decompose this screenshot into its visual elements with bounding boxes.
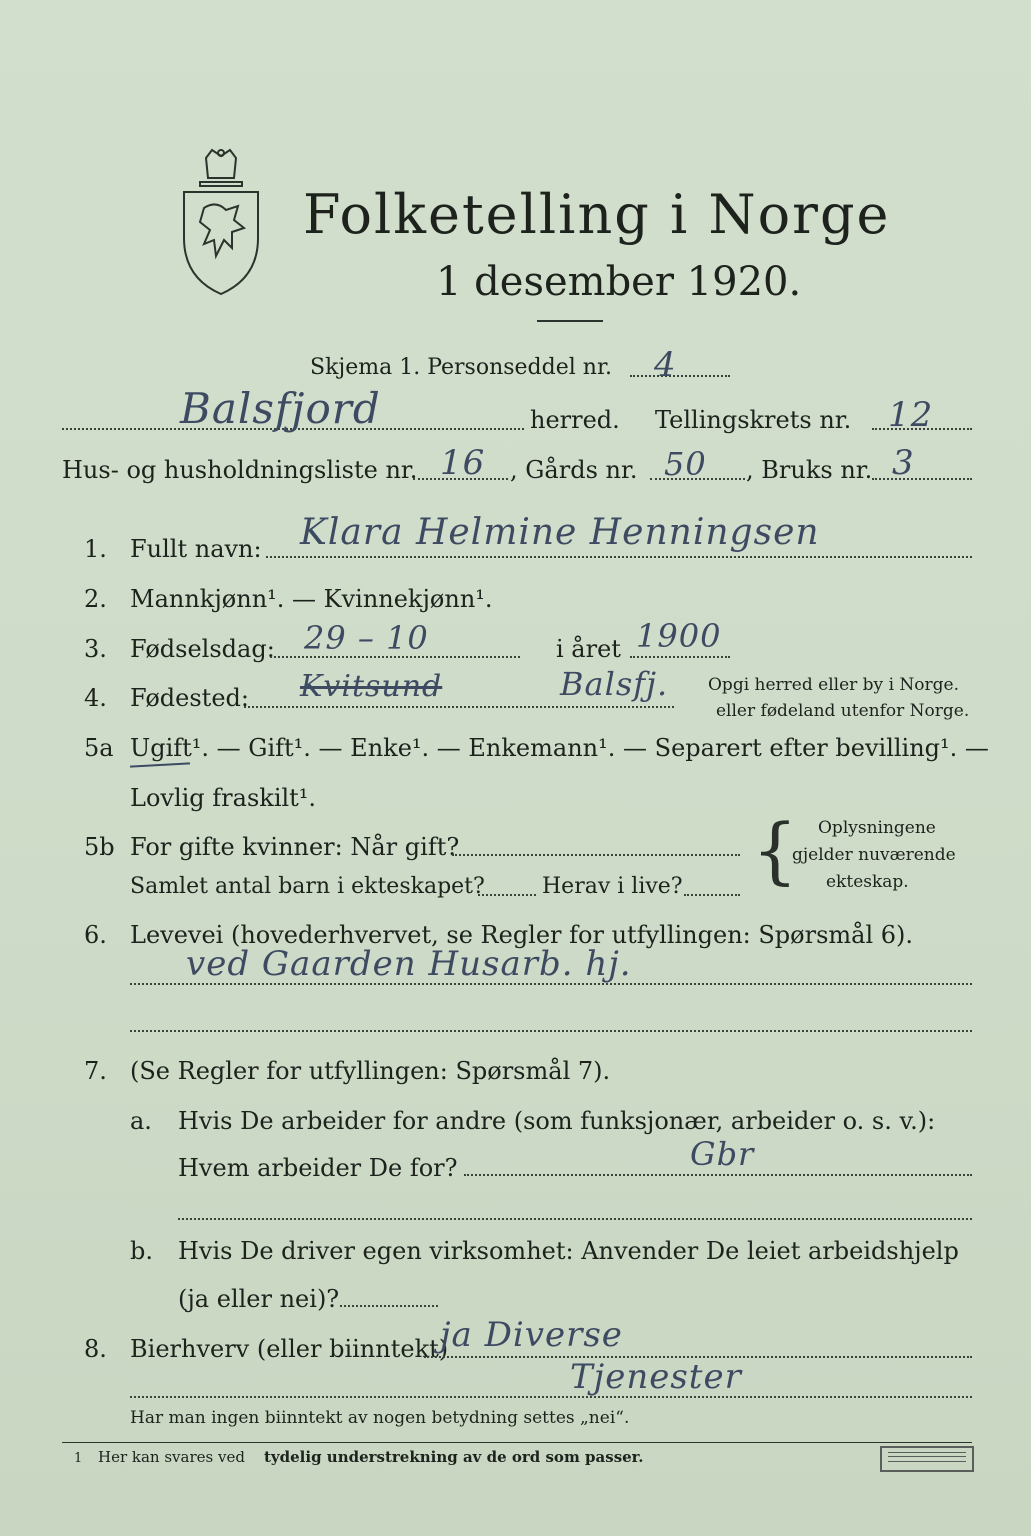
skjema-value: 4 [654, 345, 677, 385]
footnote-text-b: tydelig understrekning av de ord som passer. [264, 1448, 644, 1466]
q7-label: (Se Regler for utfyllingen: Spørsmål 7). [130, 1057, 611, 1085]
q5a-underline [130, 762, 190, 767]
q4-line [244, 706, 674, 708]
census-date: 1 desember 1920. [436, 259, 802, 305]
skjema-line [630, 375, 730, 377]
q5b-number: 5b [84, 833, 115, 861]
q3-year-label: i året [556, 635, 621, 663]
q3-number: 3. [84, 635, 107, 663]
q4-note-1: Opgi herred eller by i Norge. [708, 675, 959, 695]
q8-line-2 [130, 1396, 972, 1398]
q6-value: ved Gaarden Husarb. hj. [186, 944, 632, 984]
q6-number: 6. [84, 921, 107, 949]
q3-year-value: 1900 [636, 617, 722, 655]
gards-value: 50 [664, 445, 707, 483]
hus-value: 16 [440, 443, 486, 483]
q7-number: 7. [84, 1057, 107, 1085]
q5b-married-line [452, 854, 740, 856]
q4-label: Fødested: [130, 684, 249, 712]
q4-number: 4. [84, 684, 107, 712]
q5a-number: 5a [84, 734, 114, 762]
q5a-label-2: Lovlig fraskilt¹. [130, 784, 317, 812]
q5b-label: For gifte kvinner: Når gift? [130, 833, 460, 861]
coat-of-arms-icon [176, 148, 266, 298]
q3-value: 29 – 10 [304, 619, 429, 657]
q5b-note-2: gjelder nuværende [792, 845, 956, 865]
q7a-label: Hvis De arbeider for andre (som funksjonær, arbeider o. s. v.): [178, 1107, 936, 1135]
q3-year-line [630, 656, 730, 658]
q6-label: Levevei (hovederhvervet, se Regler for utfyllingen: Spørsmål 6). [130, 921, 914, 949]
q5b-alive-line [684, 894, 740, 896]
form-title: Folketelling i Norge [303, 183, 891, 246]
skjema-label: Skjema 1. Personseddel nr. [310, 355, 613, 380]
q5a-label: Ugift¹. — Gift¹. — Enke¹. — Enkemann¹. — Separert efter bevilling¹. — [130, 734, 989, 762]
q2-label: Mannkjønn¹. — Kvinnekjønn¹. [130, 585, 493, 613]
q3-label: Fødselsdag: [130, 635, 275, 663]
q7a-line-2 [178, 1218, 972, 1220]
q5b-label-3: Herav i live? [542, 874, 683, 899]
footnote-number: 1 [74, 1451, 83, 1466]
q7a-label-2: Hvem arbeider De for? [178, 1154, 458, 1182]
q4-value: Balsfj. [560, 665, 669, 703]
q1-label: Fullt navn: [130, 535, 262, 563]
q4-struck-value: Kvitsund [300, 669, 443, 704]
q5b-brace: { [752, 808, 798, 892]
q7b-number: b. [130, 1237, 153, 1265]
q7b-line [340, 1305, 438, 1307]
q8-label: Bierhverv (eller biinntekt) [130, 1335, 449, 1363]
q2-number: 2. [84, 585, 107, 613]
q1-value: Klara Helmine Henningsen [300, 512, 820, 553]
q7a-number: a. [130, 1107, 152, 1135]
herred-value: Balsfjord [180, 384, 381, 433]
q7b-label-2: (ja eller nei)? [178, 1285, 340, 1313]
bruks-value: 3 [892, 443, 915, 483]
no-income-note: Har man ingen biinntekt av nogen betydning settes „nei“. [130, 1408, 630, 1428]
q5b-label-2: Samlet antal barn i ekteskapet? [130, 874, 485, 899]
q8-number: 8. [84, 1335, 107, 1363]
tellingskrets-value: 12 [888, 395, 934, 435]
printer-stamp [880, 1446, 974, 1472]
q7a-value: Gbr [690, 1135, 755, 1173]
q5b-children-line [478, 894, 536, 896]
bruks-line [872, 478, 972, 480]
gards-label: , Gårds nr. [510, 456, 638, 484]
bruks-label: , Bruks nr. [746, 456, 873, 484]
q6-line-2 [130, 1030, 972, 1032]
q8-value-2: Tjenester [570, 1357, 742, 1397]
herred-label: herred. [530, 406, 620, 434]
q1-number: 1. [84, 535, 107, 563]
title-divider [537, 320, 603, 322]
footnote-text-a: Her kan svares ved [98, 1448, 245, 1466]
footnote-divider [62, 1442, 972, 1443]
q5b-note-3: ekteskap. [826, 872, 909, 892]
q7b-label: Hvis De driver egen virksomhet: Anvender De leiet arbeidshjelp [178, 1237, 959, 1265]
hus-label: Hus- og husholdningsliste nr. [62, 456, 418, 484]
q1-line [266, 556, 972, 558]
q8-value: ja Diverse [440, 1315, 623, 1355]
q4-note-2: eller fødeland utenfor Norge. [716, 701, 970, 721]
q7a-line-1 [464, 1174, 972, 1176]
tellingskrets-label: Tellingskrets nr. [655, 406, 852, 434]
q5b-note-1: Oplysningene [818, 818, 936, 838]
